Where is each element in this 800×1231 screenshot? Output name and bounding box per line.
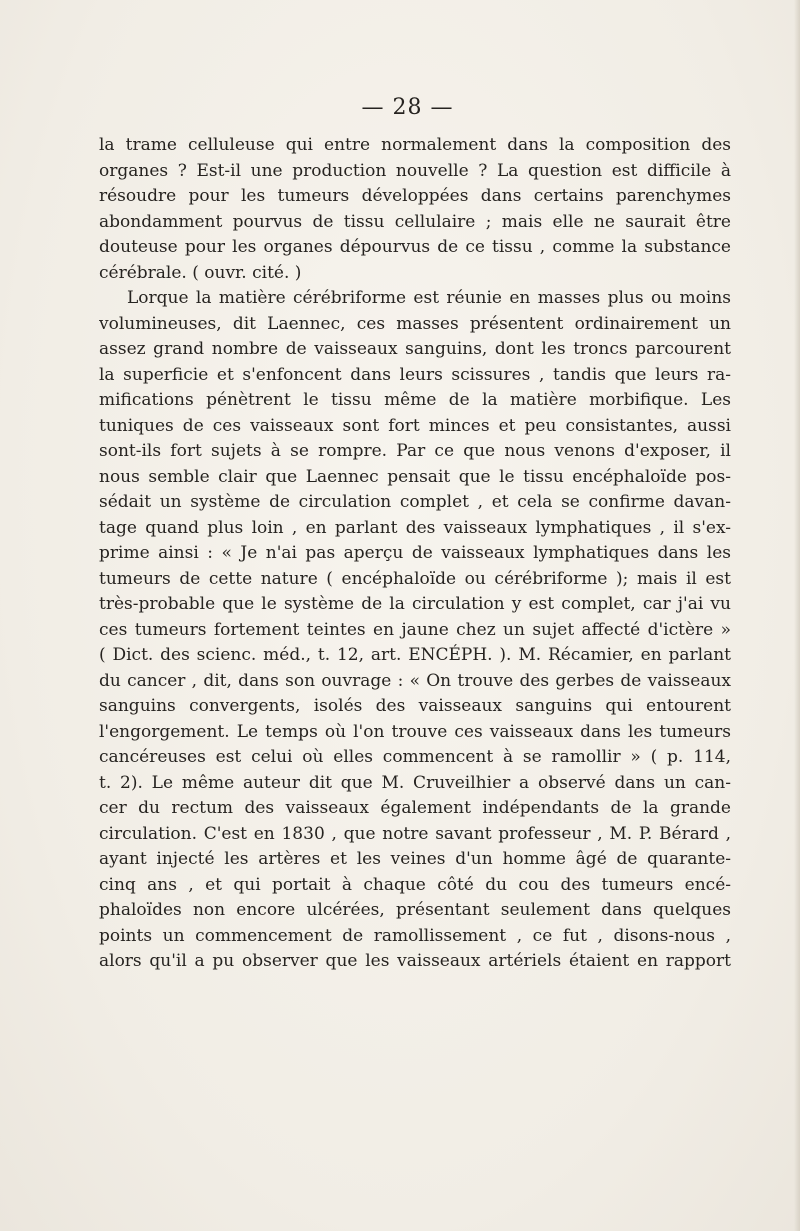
text-line: circulation. C'est en 1830 , que notre savant professeur , M. P. Bérard ,: [99, 823, 731, 844]
text-line: alors qu'il a pu observer que les vaisseaux artériels étaient en rapport: [99, 951, 731, 971]
text-line: t. 2). Le même auteur dit que M. Cruveilhier a observé dans un can-: [99, 772, 731, 793]
text-line: mifications pénètrent le tissu même de la matière morbifique. Les: [99, 390, 731, 410]
text-line: la trame celluleuse qui entre normalement dans la composition des: [99, 135, 731, 155]
text-line: sanguins convergents, isolés des vaisseaux sanguins qui entourent: [99, 696, 731, 716]
text-line: ayant injecté les artères et les veines d'un homme âgé de quarante-: [99, 849, 731, 869]
body-text: [99, 133, 731, 975]
text-line: assez grand nombre de vaisseaux sanguins, dont les troncs parcourent: [99, 339, 731, 359]
text-line: sédait un système de circulation complet , et cela se confirme davan-: [99, 492, 731, 512]
text-line: ( Dict. des scienc. méd., t. 12, art. ENCÉPH. ). M. Récamier, en parlant: [99, 645, 731, 665]
text-line: nous semble clair que Laennec pensait que le tissu encéphaloïde pos-: [99, 466, 731, 487]
text-line: la superficie et s'enfoncent dans leurs scissures , tandis que leurs ra-: [99, 364, 731, 385]
text-line: prime ainsi : « Je n'ai pas aperçu de vaisseaux lymphatiques dans les: [99, 543, 731, 563]
text-line: abondamment pourvus de tissu cellulaire ; mais elle ne saurait être: [99, 211, 731, 232]
page-number: — 28 —: [361, 95, 454, 120]
text-line: Lorque la matière cérébriforme est réunie en masses plus ou moins: [127, 288, 731, 308]
text-line: cinq ans , et qui portait à chaque côté du cou des tumeurs encé-: [99, 874, 731, 895]
text-line: volumineuses, dit Laennec, ces masses présentent ordinairement un: [99, 313, 731, 334]
text-line: douteuse pour les organes dépourvus de ce tissu , comme la substance: [99, 237, 731, 257]
text-line: tage quand plus loin , en parlant des vaisseaux lymphatiques , il s'ex-: [99, 517, 731, 538]
text-line: sont-ils fort sujets à se rompre. Par ce que nous venons d'exposer, il: [99, 441, 731, 461]
text-line: très-probable que le système de la circulation y est complet, car j'ai vu: [99, 594, 731, 614]
text-line: organes ? Est-il une production nouvelle ? La question est difficile à: [99, 160, 731, 181]
text-line: points un commencement de ramollissement , ce fut , disons-nous ,: [99, 925, 731, 946]
text-line: cer du rectum des vaisseaux également indépendants de la grande: [99, 798, 731, 818]
text-line: du cancer , dit, dans son ouvrage : « On trouve des gerbes de vaisseaux: [99, 670, 731, 691]
text-line: cérébrale. ( ouvr. cité. ): [99, 262, 302, 283]
text-line: tuniques de ces vaisseaux sont fort minces et peu consistantes, aussi: [99, 415, 731, 436]
text-line: ces tumeurs fortement teintes en jaune chez un sujet affecté d'ictère »: [99, 619, 731, 640]
text-line: phaloïdes non encore ulcérées, présentant seulement dans quelques: [99, 900, 731, 920]
text-line: tumeurs de cette nature ( encéphaloïde ou cérébriforme ); mais il est: [99, 568, 731, 589]
text-line: l'engorgement. Le temps où l'on trouve ces vaisseaux dans les tumeurs: [99, 721, 731, 742]
text-line: résoudre pour les tumeurs développées dans certains parenchymes: [99, 186, 731, 206]
page-edge-shadow: [794, 0, 800, 1231]
text-line: cancéreuses est celui où elles commencent à se ramollir » ( p. 114,: [99, 747, 731, 767]
